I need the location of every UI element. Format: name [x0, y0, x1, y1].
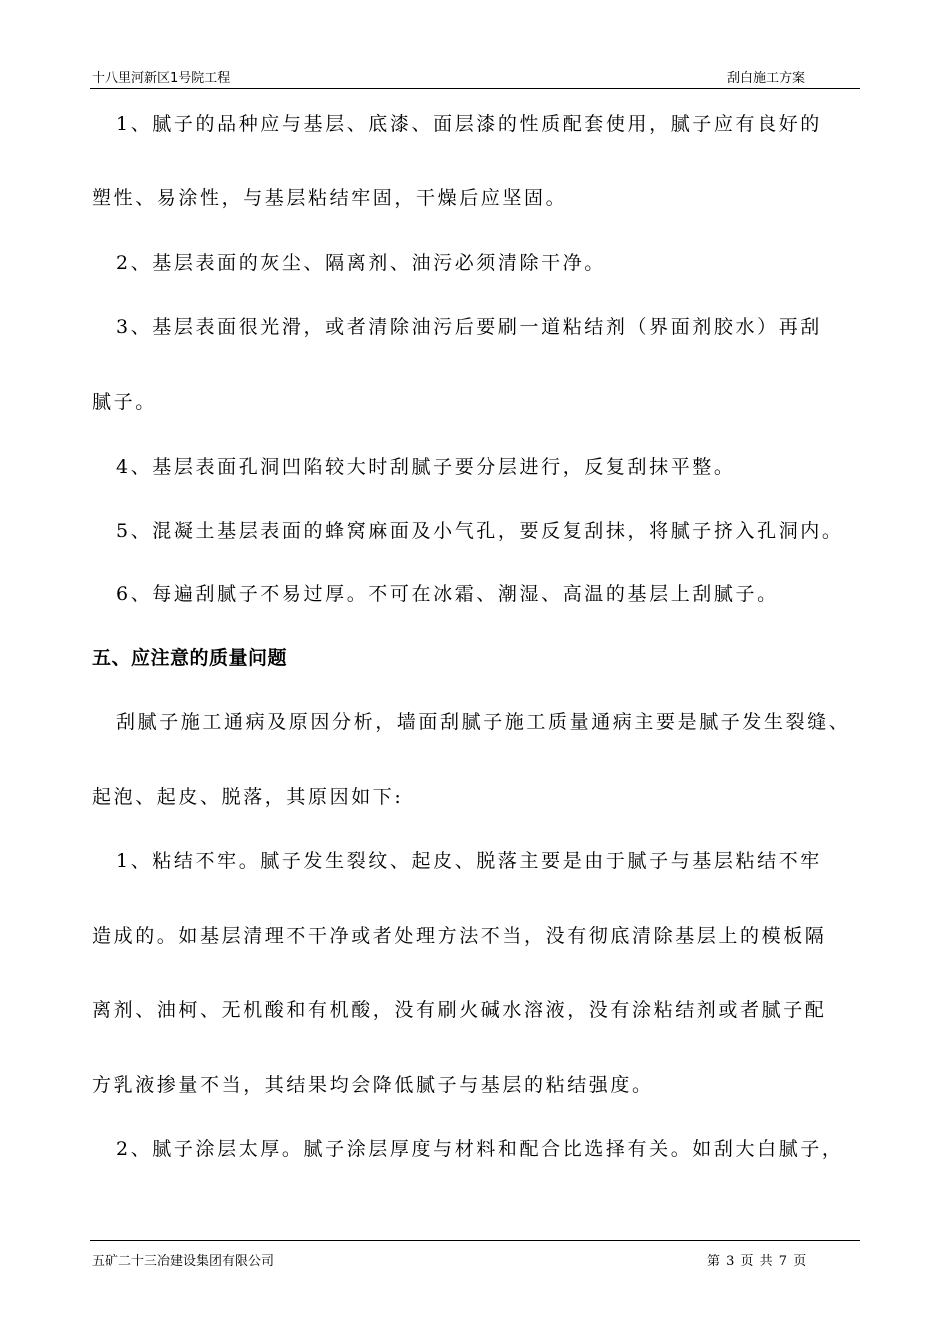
- header-project-name: 十八里河新区1号院工程: [92, 71, 231, 86]
- paragraph-4: 4、基层表面孔洞凹陷较大时刮腻子要分层进行，反复刮抹平整。: [116, 456, 736, 478]
- issue-1-line-1: 1、粘结不牢。腻子发生裂纹、起皮、脱落主要是由于腻子与基层粘结不牢: [116, 850, 822, 872]
- issue-2-line-1: 2、腻子涂层太厚。腻子涂层厚度与材料和配合比选择有关。如刮大白腻子，: [116, 1138, 844, 1160]
- footer-divider: [90, 1240, 860, 1241]
- paragraph-3-line-1: 3、基层表面很光滑，或者清除油污后要刷一道粘结剂（界面剂胶水）再刮: [116, 316, 822, 338]
- paragraph-1-line-2: 塑性、易涂性，与基层粘结牢固，干燥后应坚固。: [92, 187, 568, 209]
- header-divider: [90, 88, 860, 89]
- issue-1-line-3: 离剂、油柯、无机酸和有机酸，没有刷火碱水溶液，没有涂粘结剂或者腻子配: [92, 999, 827, 1021]
- intro-line-1: 刮腻子施工通病及原因分析，墙面刮腻子施工质量通病主要是腻子发生裂缝、: [116, 711, 851, 733]
- issue-1-line-4: 方乳液掺量不当，其结果均会降低腻子与基层的粘结强度。: [92, 1074, 654, 1096]
- intro-line-2: 起泡、起皮、脱落，其原因如下:: [92, 786, 404, 808]
- header-document-title: 刮白施工方案: [727, 71, 806, 86]
- footer-company-name: 五矿二十三冶建设集团有限公司: [92, 1254, 275, 1269]
- issue-1-line-2: 造成的。如基层清理不干净或者处理方法不当，没有彻底清除基层上的模板隔: [92, 925, 827, 947]
- paragraph-2: 2、基层表面的灰尘、隔离剂、油污必须清除干净。: [116, 252, 606, 274]
- paragraph-1-line-1: 1、腻子的品种应与基层、底漆、面层漆的性质配套使用，腻子应有良好的: [116, 113, 822, 135]
- paragraph-5: 5、混凝土基层表面的蜂窝麻面及小气孔，要反复刮抹，将腻子挤入孔洞内。: [116, 520, 844, 542]
- section-title: 五、应注意的质量问题: [92, 647, 288, 669]
- footer-page-number: 第 3 页 共 7 页: [707, 1254, 808, 1269]
- paragraph-3-line-2: 腻子。: [92, 391, 157, 413]
- paragraph-6: 6、每遍刮腻子不易过厚。不可在冰霜、潮湿、高温的基层上刮腻子。: [116, 583, 779, 605]
